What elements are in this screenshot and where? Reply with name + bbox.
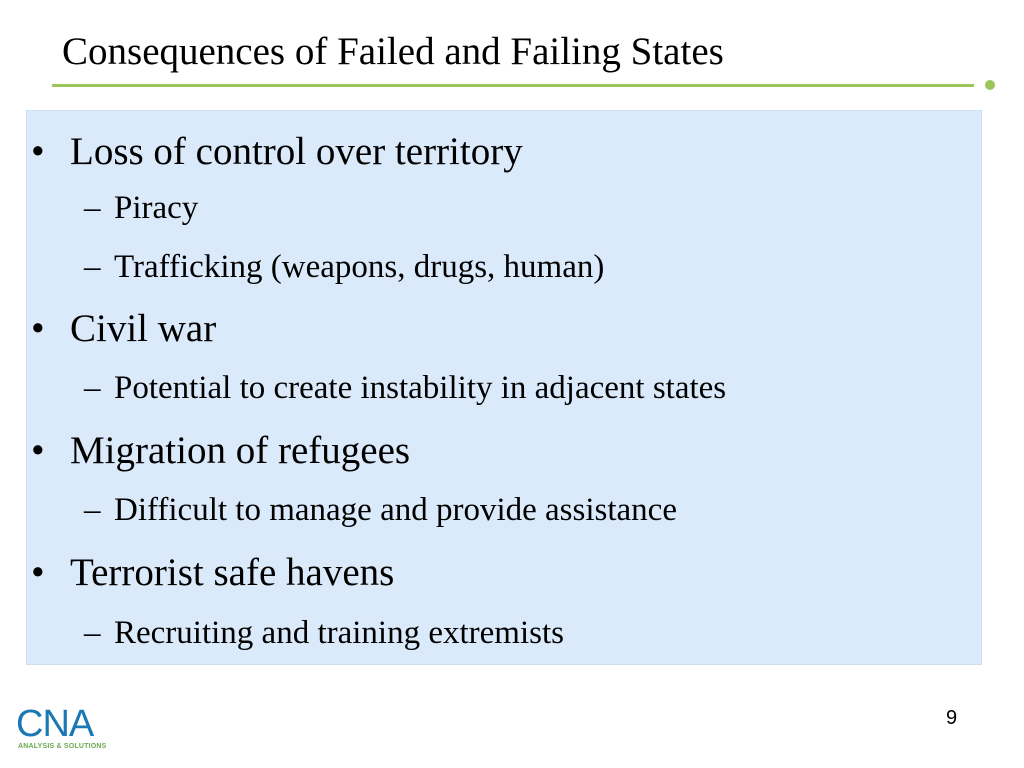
- dash-marker: –: [84, 370, 101, 406]
- slide-title: Consequences of Failed and Failing States: [62, 30, 724, 73]
- bullet-text: Civil war: [70, 307, 217, 350]
- bullet-text: Terrorist safe havens: [70, 551, 395, 594]
- title-accent-dot: [985, 80, 995, 90]
- sub-bullet-text: Difficult to manage and provide assistance: [114, 492, 677, 528]
- sub-bullet-text: Recruiting and training extremists: [114, 615, 564, 651]
- bullet-text: Migration of refugees: [70, 429, 411, 472]
- cna-logo: [16, 703, 126, 756]
- bullet-text: Loss of control over territory: [70, 130, 523, 173]
- content-box: [26, 110, 982, 665]
- dash-marker: –: [84, 615, 101, 651]
- sub-bullet-text: Piracy: [114, 190, 199, 226]
- sub-bullet-text: Trafficking (weapons, drugs, human): [114, 249, 605, 285]
- dash-marker: –: [84, 190, 101, 226]
- bullet-marker: •: [31, 307, 45, 350]
- bullet-marker: •: [31, 429, 45, 472]
- logo-wordmark: CNA: [16, 703, 94, 745]
- logo-tagline: ANALYSIS & SOLUTIONS: [18, 743, 107, 750]
- dash-marker: –: [84, 249, 101, 285]
- page-number: 9: [946, 707, 958, 729]
- bullet-marker: •: [31, 130, 45, 173]
- title-underline: [52, 84, 974, 87]
- dash-marker: –: [84, 492, 101, 528]
- sub-bullet-text: Potential to create instability in adjacent states: [114, 370, 727, 406]
- bullet-marker: •: [31, 551, 45, 594]
